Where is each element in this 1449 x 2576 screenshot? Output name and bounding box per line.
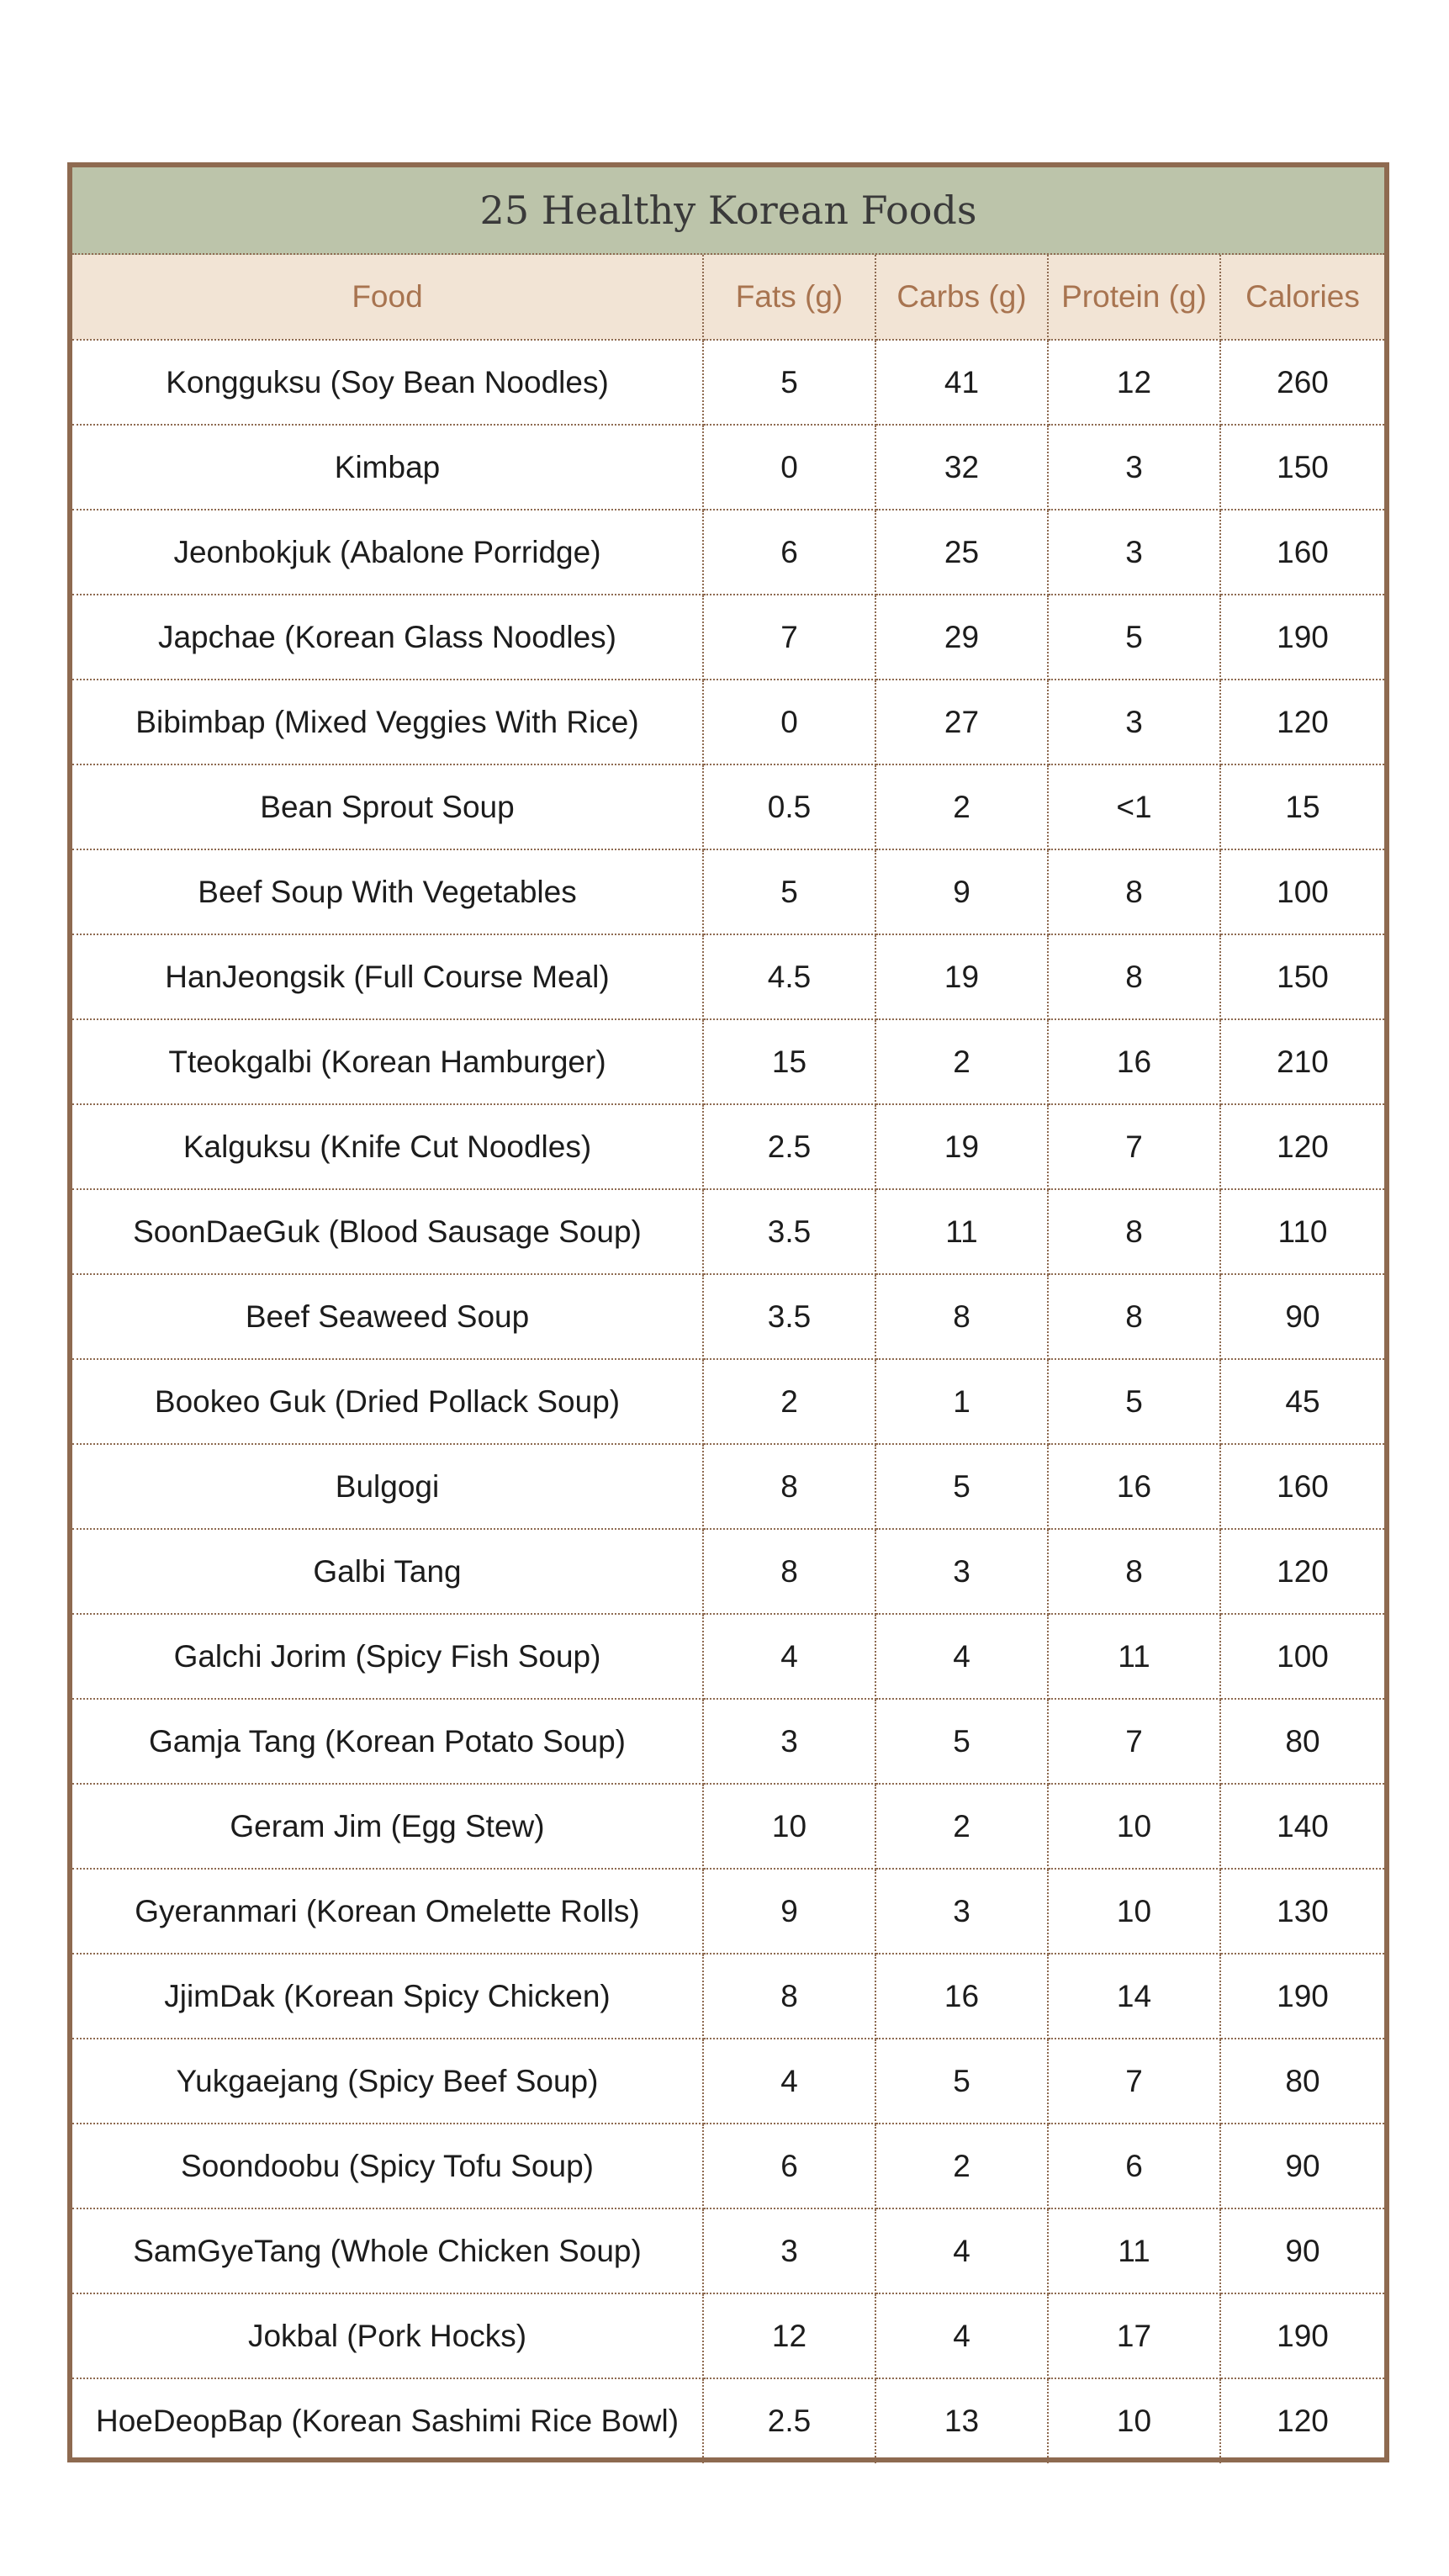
fats-cell: 15	[703, 1019, 875, 1104]
calories-cell: 80	[1220, 1699, 1384, 1784]
calories-cell: 160	[1220, 510, 1384, 595]
calories-cell: 90	[1220, 1274, 1384, 1359]
protein-cell: 16	[1048, 1444, 1220, 1529]
protein-cell: 11	[1048, 2208, 1220, 2293]
food-cell: HoeDeopBap (Korean Sashimi Rice Bowl)	[72, 2378, 703, 2463]
calories-cell: 120	[1220, 680, 1384, 764]
fats-cell: 2	[703, 1359, 875, 1444]
fats-cell: 3	[703, 2208, 875, 2293]
table-body	[72, 340, 1384, 2463]
table-row	[72, 1954, 1384, 2039]
protein-cell: 12	[1048, 340, 1220, 425]
protein-cell: 10	[1048, 2378, 1220, 2463]
carbs-cell: 5	[875, 2039, 1048, 2124]
table-row	[72, 764, 1384, 849]
food-cell: Kimbap	[72, 425, 703, 510]
fats-cell: 2.5	[703, 2378, 875, 2463]
table-row	[72, 340, 1384, 425]
carbs-cell: 41	[875, 340, 1048, 425]
food-cell: Bibimbap (Mixed Veggies With Rice)	[72, 680, 703, 764]
food-cell: JjimDak (Korean Spicy Chicken)	[72, 1954, 703, 2039]
protein-cell: 5	[1048, 1359, 1220, 1444]
protein-cell: 6	[1048, 2124, 1220, 2208]
protein-cell: 8	[1048, 1274, 1220, 1359]
protein-cell: 16	[1048, 1019, 1220, 1104]
carbs-cell: 11	[875, 1189, 1048, 1274]
food-cell: Bookeo Guk (Dried Pollack Soup)	[72, 1359, 703, 1444]
protein-cell: 7	[1048, 1699, 1220, 1784]
food-cell: SamGyeTang (Whole Chicken Soup)	[72, 2208, 703, 2293]
carbs-cell: 9	[875, 849, 1048, 934]
nutrition-table	[72, 255, 1384, 2463]
calories-cell: 110	[1220, 1189, 1384, 1274]
fats-cell: 3	[703, 1699, 875, 1784]
food-cell: Japchae (Korean Glass Noodles)	[72, 595, 703, 680]
fats-cell: 8	[703, 1444, 875, 1529]
table-row	[72, 425, 1384, 510]
calories-cell: 190	[1220, 1954, 1384, 2039]
fats-cell: 2.5	[703, 1104, 875, 1189]
column-header-fats: Fats (g)	[703, 255, 875, 340]
fats-cell: 10	[703, 1784, 875, 1869]
fats-cell: 12	[703, 2293, 875, 2378]
calories-cell: 100	[1220, 1614, 1384, 1699]
column-header-calories: Calories	[1220, 255, 1384, 340]
table-row	[72, 1614, 1384, 1699]
calories-cell: 190	[1220, 2293, 1384, 2378]
calories-cell: 260	[1220, 340, 1384, 425]
carbs-cell: 4	[875, 1614, 1048, 1699]
protein-cell: 5	[1048, 595, 1220, 680]
fats-cell: 3.5	[703, 1189, 875, 1274]
food-cell: Galchi Jorim (Spicy Fish Soup)	[72, 1614, 703, 1699]
table-row	[72, 2039, 1384, 2124]
table-row	[72, 1529, 1384, 1614]
column-header-food: Food	[72, 255, 703, 340]
carbs-cell: 1	[875, 1359, 1048, 1444]
calories-cell: 45	[1220, 1359, 1384, 1444]
table-header-row	[72, 255, 1384, 340]
carbs-cell: 13	[875, 2378, 1048, 2463]
protein-cell: 11	[1048, 1614, 1220, 1699]
protein-cell: 7	[1048, 1104, 1220, 1189]
food-cell: Soondoobu (Spicy Tofu Soup)	[72, 2124, 703, 2208]
carbs-cell: 25	[875, 510, 1048, 595]
table-row	[72, 1869, 1384, 1954]
food-cell: Beef Soup With Vegetables	[72, 849, 703, 934]
carbs-cell: 4	[875, 2293, 1048, 2378]
table-row	[72, 2208, 1384, 2293]
table-row	[72, 1189, 1384, 1274]
table-row	[72, 595, 1384, 680]
table-row	[72, 1104, 1384, 1189]
food-cell: Geram Jim (Egg Stew)	[72, 1784, 703, 1869]
fats-cell: 6	[703, 2124, 875, 2208]
food-cell: Galbi Tang	[72, 1529, 703, 1614]
food-cell: Tteokgalbi (Korean Hamburger)	[72, 1019, 703, 1104]
calories-cell: 190	[1220, 595, 1384, 680]
fats-cell: 8	[703, 1954, 875, 2039]
protein-cell: 10	[1048, 1869, 1220, 1954]
nutrition-table-frame	[67, 162, 1389, 2462]
table-row	[72, 1359, 1384, 1444]
fats-cell: 0	[703, 425, 875, 510]
calories-cell: 90	[1220, 2124, 1384, 2208]
protein-cell: 3	[1048, 510, 1220, 595]
carbs-cell: 4	[875, 2208, 1048, 2293]
table-row	[72, 2293, 1384, 2378]
table-row	[72, 849, 1384, 934]
food-cell: Kalguksu (Knife Cut Noodles)	[72, 1104, 703, 1189]
carbs-cell: 2	[875, 1784, 1048, 1869]
calories-cell: 120	[1277, 2404, 1329, 2438]
protein-cell: 8	[1048, 1189, 1220, 1274]
table-row	[72, 1019, 1384, 1104]
carbs-cell: 5	[875, 1444, 1048, 1529]
fats-cell: 4	[703, 2039, 875, 2124]
protein-cell: 3	[1048, 425, 1220, 510]
table-row	[72, 1699, 1384, 1784]
food-cell: Beef Seaweed Soup	[72, 1274, 703, 1359]
calories-cell: 90	[1220, 2208, 1384, 2293]
calories-cell: 150	[1220, 425, 1384, 510]
food-cell: Gamja Tang (Korean Potato Soup)	[72, 1699, 703, 1784]
protein-cell: 8	[1048, 849, 1220, 934]
carbs-cell: 2	[875, 2124, 1048, 2208]
calories-cell: 15	[1220, 764, 1384, 849]
calories-cell: 160	[1220, 1444, 1384, 1529]
fats-cell: 4.5	[703, 934, 875, 1019]
table-row	[72, 934, 1384, 1019]
food-cell: Bean Sprout Soup	[72, 764, 703, 849]
table-row	[72, 2378, 1384, 2463]
calories-cell: 120	[1220, 1104, 1384, 1189]
carbs-cell: 3	[875, 1869, 1048, 1954]
table-row	[72, 1274, 1384, 1359]
calories-cell: 210	[1220, 1019, 1384, 1104]
protein-cell: 14	[1048, 1954, 1220, 2039]
carbs-cell: 8	[875, 1274, 1048, 1359]
carbs-cell: 2	[875, 1019, 1048, 1104]
fats-cell: 5	[703, 849, 875, 934]
fats-cell: 4	[703, 1614, 875, 1699]
carbs-cell: 19	[875, 934, 1048, 1019]
food-cell: Gyeranmari (Korean Omelette Rolls)	[72, 1869, 703, 1954]
fats-cell: 9	[703, 1869, 875, 1954]
protein-cell: 8	[1048, 1529, 1220, 1614]
fats-cell: 6	[703, 510, 875, 595]
fats-cell: 8	[703, 1529, 875, 1614]
carbs-cell: 32	[875, 425, 1048, 510]
fats-cell: 0	[703, 680, 875, 764]
protein-cell: <1	[1048, 764, 1220, 849]
carbs-cell: 19	[875, 1104, 1048, 1189]
calories-cell: 130	[1220, 1869, 1384, 1954]
food-cell: SoonDaeGuk (Blood Sausage Soup)	[72, 1189, 703, 1274]
calories-cell: 140	[1220, 1784, 1384, 1869]
protein-cell: 3	[1048, 680, 1220, 764]
fats-cell: 5	[703, 340, 875, 425]
food-cell: HanJeongsik (Full Course Meal)	[72, 934, 703, 1019]
food-cell: Bulgogi	[72, 1444, 703, 1529]
table-row	[72, 510, 1384, 595]
protein-cell: 7	[1048, 2039, 1220, 2124]
column-header-protein: Protein (g)	[1048, 255, 1220, 340]
calories-cell: 80	[1220, 2039, 1384, 2124]
food-cell: Jokbal (Pork Hocks)	[72, 2293, 703, 2378]
table-row	[72, 1444, 1384, 1529]
calories-cell: 100	[1220, 849, 1384, 934]
protein-cell: 17	[1048, 2293, 1220, 2378]
carbs-cell: 16	[875, 1954, 1048, 2039]
table-title: 25 Healthy Korean Foods	[479, 188, 977, 233]
food-cell: Jeonbokjuk (Abalone Porridge)	[72, 510, 703, 595]
calories-cell: 150	[1220, 934, 1384, 1019]
protein-cell: 10	[1048, 1784, 1220, 1869]
table-title-bar	[72, 167, 1384, 255]
calories-cell: 120	[1220, 1529, 1384, 1614]
table-row	[72, 680, 1384, 764]
carbs-cell: 29	[875, 595, 1048, 680]
carbs-cell: 27	[875, 680, 1048, 764]
food-cell: Kongguksu (Soy Bean Noodles)	[72, 340, 703, 425]
fats-cell: 3.5	[703, 1274, 875, 1359]
column-header-carbs: Carbs (g)	[875, 255, 1048, 340]
food-cell: Yukgaejang (Spicy Beef Soup)	[72, 2039, 703, 2124]
table-row	[72, 1784, 1384, 1869]
protein-cell: 8	[1048, 934, 1220, 1019]
carbs-cell: 3	[875, 1529, 1048, 1614]
carbs-cell: 2	[875, 764, 1048, 849]
fats-cell: 7	[703, 595, 875, 680]
table-row	[72, 2124, 1384, 2208]
carbs-cell: 5	[875, 1699, 1048, 1784]
fats-cell: 0.5	[703, 764, 875, 849]
